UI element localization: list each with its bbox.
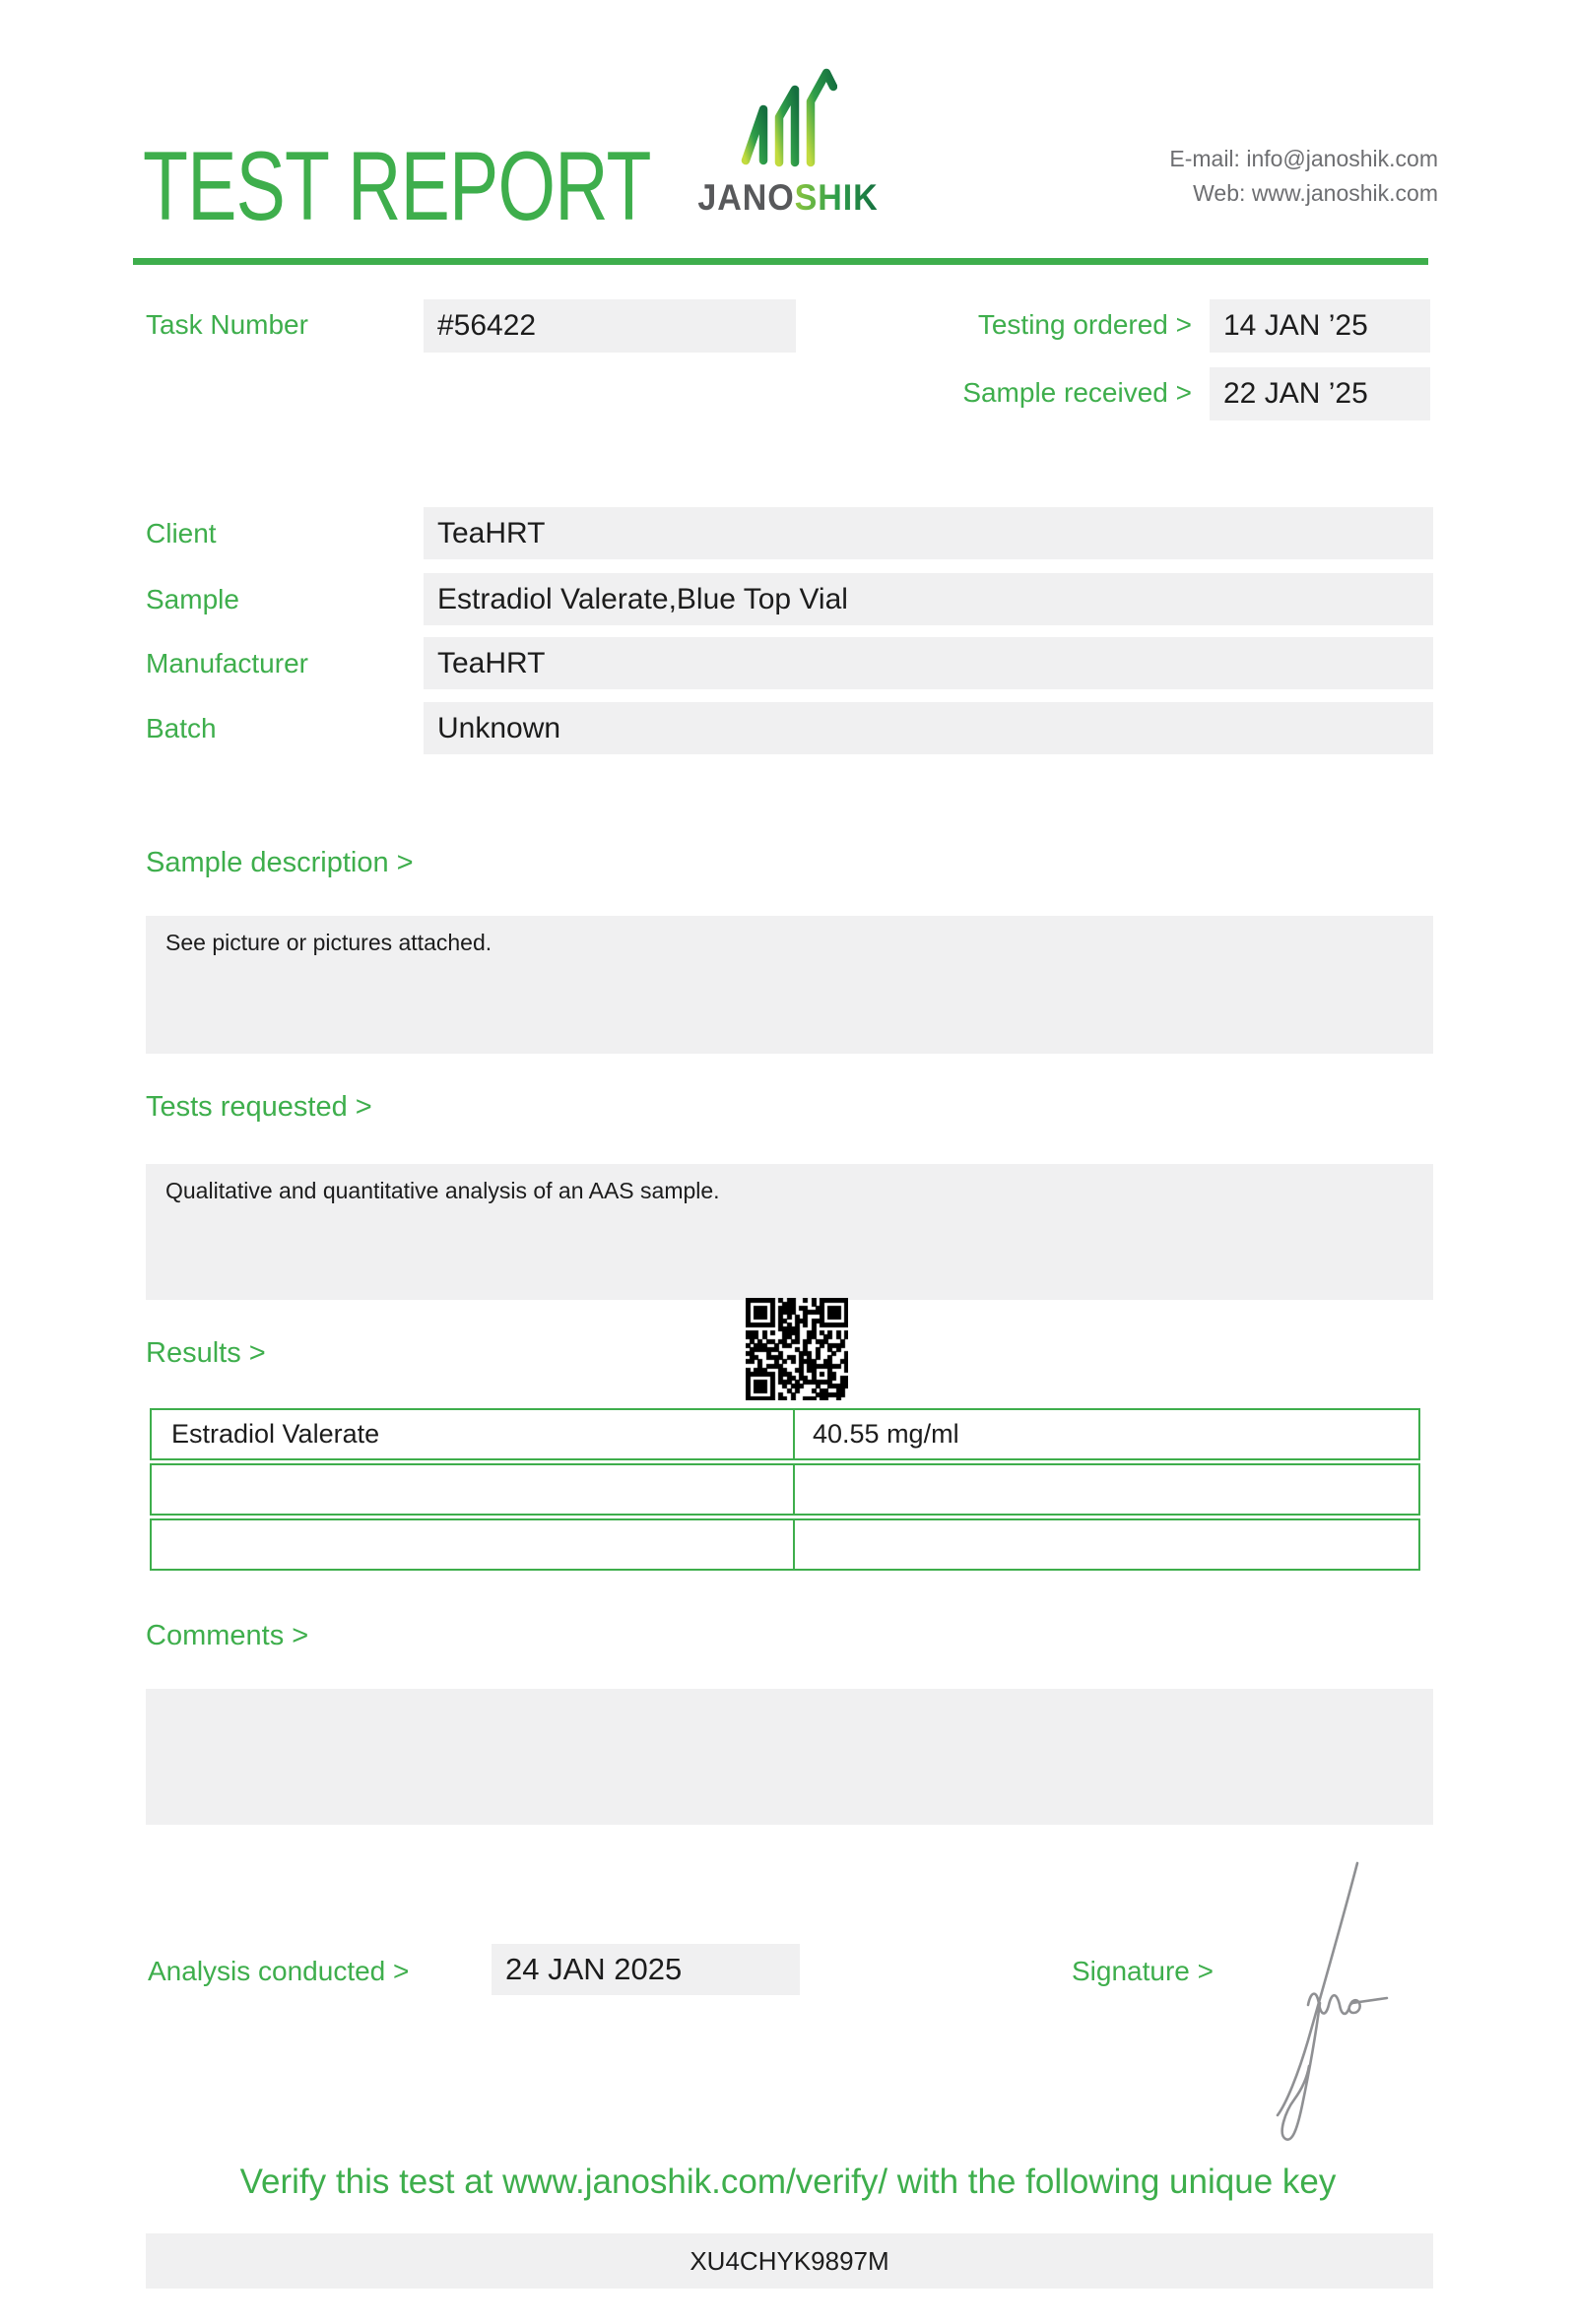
chart-growth-icon: [739, 65, 837, 175]
result-substance: Estradiol Valerate: [152, 1410, 795, 1458]
analysis-date-value: 24 JAN 2025: [492, 1944, 800, 1995]
result-concentration: [795, 1465, 1418, 1514]
sample-description-box: [146, 916, 1433, 1054]
task-number-value: #56422: [424, 299, 796, 353]
contact-web: [1169, 176, 1438, 211]
contact-block: [1169, 142, 1438, 211]
tests-requested-text: Qualitative and quantitative analysis of an AAS sample.: [165, 1178, 720, 1203]
batch-label: Batch: [146, 713, 217, 743]
sample-description-heading: Sample description >: [146, 847, 414, 878]
email-label: E-mail:: [1169, 146, 1240, 171]
tests-requested-heading: Tests requested >: [146, 1091, 372, 1123]
sample-received-value: 22 JAN ’25: [1210, 367, 1430, 420]
analysis-conducted-label: Analysis conducted >: [148, 1956, 410, 1986]
table-row: [150, 1463, 1420, 1516]
header-divider: [133, 258, 1428, 265]
logo-shik: SHIK: [794, 177, 879, 218]
signature-label: Signature >: [1072, 1956, 1214, 1986]
web-label: Web:: [1193, 180, 1246, 206]
task-number-label: Task Number: [146, 309, 308, 340]
testing-ordered-label: Testing ordered >: [977, 309, 1192, 340]
client-label: Client: [146, 518, 217, 549]
results-heading: Results >: [146, 1337, 266, 1369]
logo-jano: JANO: [697, 177, 795, 218]
tests-requested-box: [146, 1164, 1433, 1300]
web-value: www.janoshik.com: [1251, 180, 1438, 206]
sample-value: Estradiol Valerate,Blue Top Vial: [424, 573, 1433, 625]
verify-instruction: Verify this test at www.janoshik.com/verify/ with the following unique key: [239, 2163, 1337, 2201]
page-title: TEST REPORT: [143, 131, 651, 240]
result-concentration: [795, 1520, 1418, 1569]
result-substance: [152, 1520, 795, 1569]
comments-heading: Comments >: [146, 1620, 309, 1651]
table-row: [150, 1518, 1420, 1571]
batch-value: Unknown: [424, 702, 1433, 754]
qr-code: [746, 1298, 848, 1400]
email-value: info@janoshik.com: [1246, 146, 1438, 171]
verify-key: XU4CHYK9897M: [146, 2233, 1433, 2289]
result-concentration: 40.55 mg/ml: [813, 1419, 959, 1449]
sample-received-label: Sample received >: [962, 377, 1192, 408]
results-table: [150, 1408, 1420, 1574]
sample-description-text: See picture or pictures attached.: [165, 930, 492, 955]
janoshik-logo: [678, 65, 898, 219]
client-value: TeaHRT: [424, 507, 1433, 559]
logo-wordmark: [687, 177, 889, 219]
manufacturer-label: Manufacturer: [146, 648, 308, 678]
handwritten-signature: [1263, 1857, 1393, 2145]
result-substance: [152, 1465, 795, 1514]
manufacturer-value: TeaHRT: [424, 637, 1433, 689]
comments-box: [146, 1689, 1433, 1825]
contact-email: [1169, 142, 1438, 176]
testing-ordered-value: 14 JAN ’25: [1210, 299, 1430, 353]
sample-label: Sample: [146, 584, 239, 614]
table-row: [150, 1408, 1420, 1460]
